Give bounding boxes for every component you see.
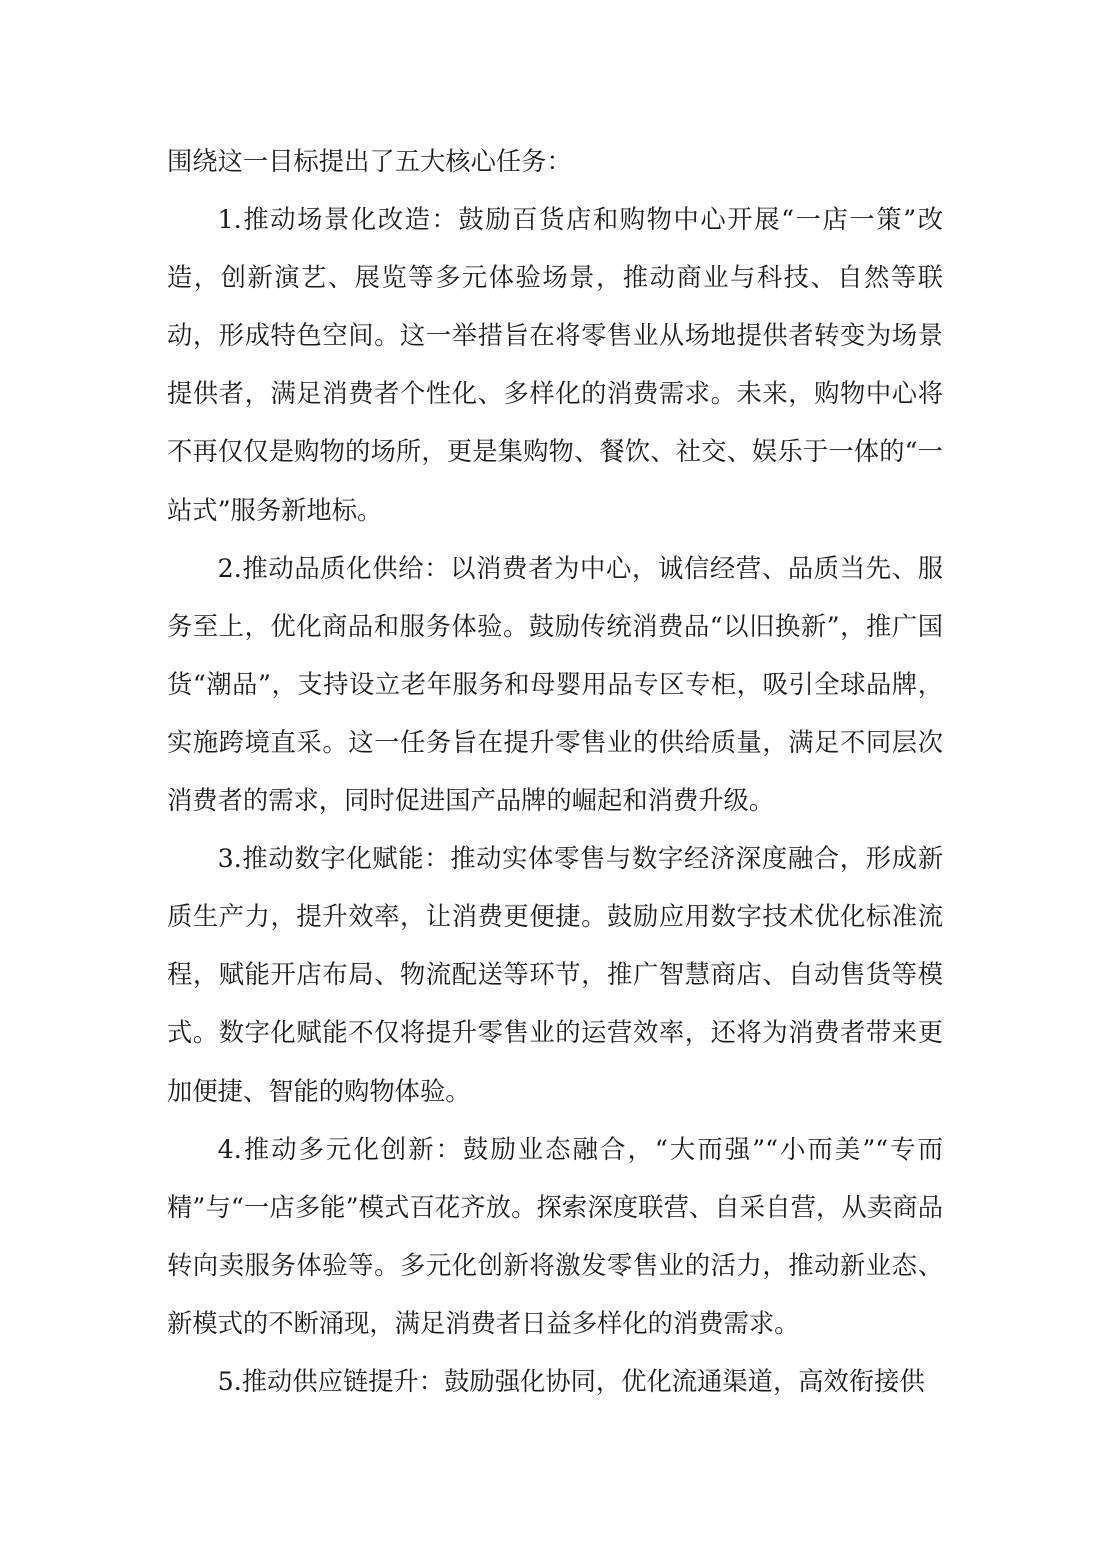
intro-paragraph: 围绕这一目标提出了五大核心任务： <box>167 147 572 176</box>
document-body <box>167 133 943 1411</box>
task-5-paragraph: 5.推动供应链提升：鼓励强化协同，优化流通渠道，高效衔接供 <box>217 1366 925 1396</box>
task-1-paragraph: 1.推动场景化改造：鼓励百货店和购物中心开展“一店一策”改造，创新演艺、展览等多元体验场景，推动商业与科技、自然等联动，形成特色空间。这一举措旨在将零售业从场地提供者转变为场景提供者，满足消费者个性化、多样化的消费需求。未来，购物中心将不再仅仅是购物的场所，更是集购物、餐饮、社交、娱乐于一体的“一站式”服务新地标。 <box>167 205 943 525</box>
task-2-paragraph: 2.推动品质化供给：以消费者为中心，诚信经营、品质当先、服务至上，优化商品和服务体验。鼓励传统消费品“以旧换新”，推广国货“潮品”，支持设立老年服务和母婴用品专区专柜，吸引全球品牌，实施跨境直采。这一任务旨在提升零售业的供给质量，满足不同层次消费者的需求，同时促进国产品牌的崛起和消费升级。 <box>167 553 943 816</box>
task-3-paragraph: 3.推动数字化赋能：推动实体零售与数字经济深度融合，形成新质生产力，提升效率，让消费更便捷。鼓励应用数字技术优化标准流程，赋能开店布局、物流配送等环节，推广智慧商店、自动售货等模式。数字化赋能不仅将提升零售业的运营效率，还将为消费者带来更加便捷、智能的购物体验。 <box>167 844 943 1106</box>
task-4-paragraph: 4.推动多元化创新：鼓励业态融合，“大而强”“小而美”“专而精”与“一店多能”模式百花齐放。探索深度联营、自采自营，从卖商品转向卖服务体验等。多元化创新将激发零售业的活力，推动新业态、新模式的不断涌现，满足消费者日益多样化的消费需求。 <box>167 1134 943 1338</box>
